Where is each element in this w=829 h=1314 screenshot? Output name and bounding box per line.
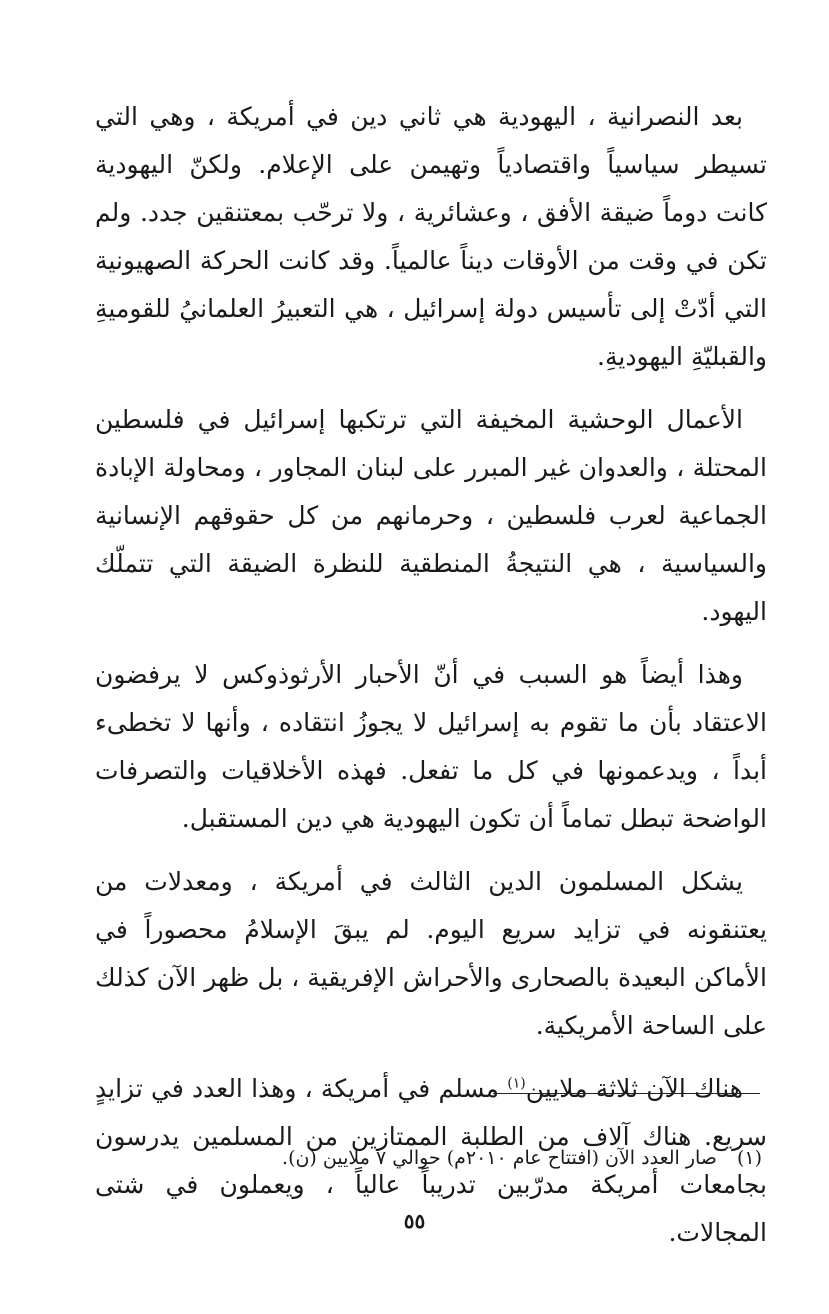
footnote-text: صار العدد الآن (افتتاح عام ٢٠١٠م) حوالي ٧ ملايين (ن). bbox=[282, 1147, 717, 1169]
paragraph-text-start: هناك الآن ثلاثة ملايين bbox=[525, 1074, 743, 1103]
footnote-number: (١) bbox=[736, 1147, 762, 1169]
paragraph-muslims-america: يشكل المسلمون الدين الثالث في أمريكة ، ومعدلات من يعتنقونه في تزايد سريع اليوم. لم يبقَ الإسلامُ محصوراً في الأماكن البعيدة بالصحارى والأحراش الإفريقية ، بل ظهر الآن كذلك على الساحة الأمريكية. bbox=[95, 867, 767, 1040]
paragraph-israel-actions: الأعمال الوحشية المخيفة التي ترتكبها إسرائيل في فلسطين المحتلة ، والعدوان غير المبرر على لبنان المجاور ، ومحاولة الإبادة الجماعية لعرب فلسطين ، وحرمانهم من كل حقوقهم الإنسانية والسياسية ، هي النتيجةُ المنطقية للنظرة الضيقة التي تتملّك اليهود. bbox=[95, 405, 768, 626]
main-text bbox=[95, 93, 767, 1257]
page-number: ٥٥ bbox=[403, 1209, 426, 1233]
footnote-reference[interactable]: (١) bbox=[507, 1075, 526, 1092]
footnote bbox=[200, 1143, 762, 1173]
paragraph-text-end: مسلم في أمريكة ، وهذا العدد في تزايدٍ سريع. هناك آلاف من الطلبة الممتازين من المسلمين يدرسون بجامعات أمريكة مدرّبين تدريباً عالياً ، ويعملون في شتى المجالات. bbox=[95, 1074, 767, 1247]
footnote-divider bbox=[493, 1093, 760, 1094]
paragraph-orthodox-rabbis: وهذا أيضاً هو السبب في أنّ الأحبار الأرثوذوكس لا يرفضون الاعتقاد بأن ما تقوم به إسرائيل لا يجوزُ انتقاده ، وأنها لا تخطىء أبداً ، ويدعمونها في كل ما تفعل. فهذه الأخلاقيات والتصرفات الواضحة تبطل تماماً أن تكون اليهودية هي دين المستقبل. bbox=[95, 660, 767, 833]
paragraph-judaism: بعد النصرانية ، اليهودية هي ثاني دين في أمريكة ، وهي التي تسيطر سياسياً واقتصادياً وتهيمن على الإعلام. ولكنّ اليهودية كانت دوماً ضيقة الأفق ، وعشائرية ، ولا ترحّب بمعتنقين جدد. ولم تكن في وقت من الأوقات ديناً عالمياً. وقد كانت الحركة الصهيونية التي أدّتْ إلى تأسيس دولة إسرائيل ، هي التعبيرُ العلمانيُ للقوميةِ والقبليّةِ اليهوديةِ. bbox=[95, 102, 767, 371]
